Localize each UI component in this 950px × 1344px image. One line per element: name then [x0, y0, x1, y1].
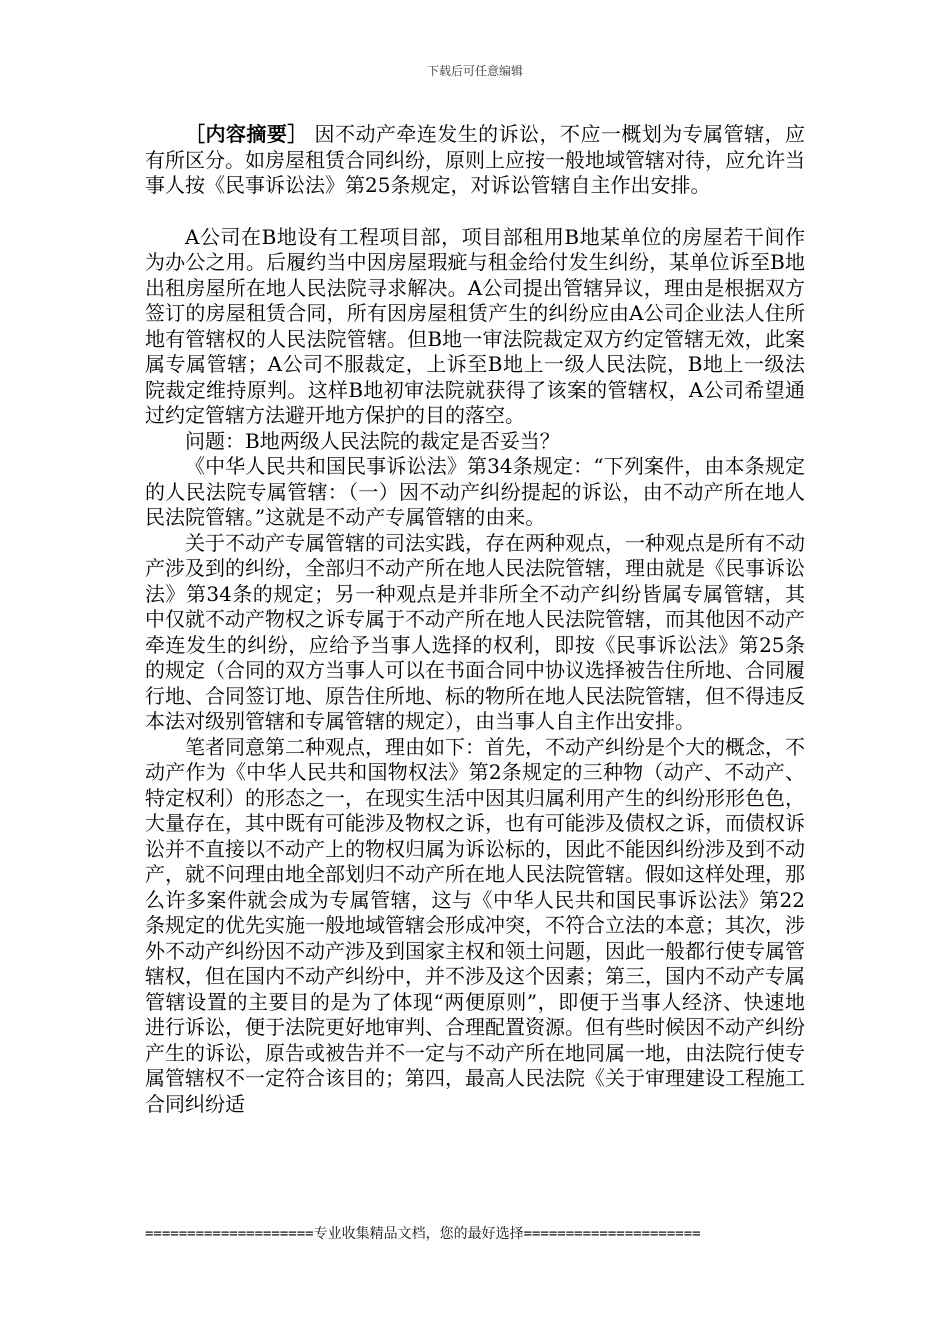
abstract-paragraph [145, 122, 805, 199]
body-paragraph: A公司在B地设有工程项目部，项目部租用B地某单位的房屋若干间作为办公之用。后履约当中因房屋瑕疵与租金给付发生纠纷，某单位诉至B地出租房屋所在地人民法院寻求解决。A公司提出管辖异议，理由是根据双方签订的房屋租赁合同，所有因房屋租赁产生的纠纷应由A公司企业法人住所地有管辖权的人民法院管辖。但B地一审法院裁定双方约定管辖无效，此案属专属管辖；A公司不服裁定，上诉至B地上一级人民法院，B地上一级法院裁定维持原判。这样B地初审法院就获得了该案的管辖权，A公司希望通过约定管辖方法避开地方保护的目的落空。 [145, 224, 805, 427]
body-paragraph: 笔者同意第二种观点，理由如下：首先，不动产纠纷是个大的概念，不动产作为《中华人民共和国物权法》第2条规定的三种物（动产、不动产、特定权利）的形态之一，在现实生活中因其归属利用产生的纠纷形形色色，大量存在，其中既有可能涉及物权之诉，也有可能涉及债权之诉，而债权诉讼并不直接以不动产上的物权归属为诉讼标的，因此不能因纠纷涉及到不动产，就不问理由地全部划归不动产所在地人民法院管辖。假如这样处理，那么许多案件就会成为专属管辖，这与《中华人民共和国民事诉讼法》第22条规定的优先实施一般地域管辖会形成冲突，不符合立法的本意；其次，涉外不动产纠纷因不动产涉及到国家主权和领土问题，因此一般都行使专属管辖权，但在国内不动产纠纷中，并不涉及这个因素；第三，国内不动产专属管辖设置的主要目的是为了体现“两便原则”，即便于当事人经济、快速地进行诉讼，便于法院更好地审判、合理配置资源。但有些时候因不动产纠纷产生的诉讼，原告或被告并不一定与不动产所在地同属一地，由法院行使专属管辖权不一定符合该目的；第四，最高人民法院《关于审理建设工程施工合同纠纷适 [145, 734, 805, 1116]
body-paragraph: 关于不动产专属管辖的司法实践，存在两种观点，一种观点是所有不动产涉及到的纠纷，全部归不动产所在地人民法院管辖，理由就是《民事诉讼法》第34条的规定；另一种观点是并非所全不动产纠纷皆属专属管辖，其中仅就不动产物权之诉专属于不动产所在地人民法院管辖，而其他因不动产牵连发生的纠纷，应给予当事人选择的权利，即按《民事诉讼法》第25条的规定（合同的双方当事人可以在书面合同中协议选择被告住所地、合同履行地、合同签订地、原告住所地、标的物所在地人民法院管辖，但不得违反本法对级别管辖和专属管辖的规定），由当事人自主作出安排。 [145, 530, 805, 733]
body-paragraph: 《中华人民共和国民事诉讼法》第34条规定：“下列案件，由本条规定的人民法院专属管辖：（一）因不动产纠纷提起的诉讼，由不动产所在地人民法院管辖。”这就是不动产专属管辖的由来。 [145, 454, 805, 529]
body-paragraph: 问题：B地两级人民法院的裁定是否妥当？ [185, 428, 560, 453]
page-header: 下载后可任意编辑 [426, 64, 523, 78]
page-footer: ====================专业收集精品文档，您的最好选择===================== [145, 1226, 701, 1242]
abstract-text: 因不动产牵连发生的诉讼，不应一概划为专属管辖，应有所区分。如房屋租赁合同纠纷，原则上应按一般地域管辖对待，应允许当事人按《民事诉讼法》第25条规定，对诉讼管辖自主作出安排。 [145, 122, 806, 197]
document-body [145, 122, 805, 1117]
abstract-label: ［内容摘要］ [185, 122, 308, 146]
